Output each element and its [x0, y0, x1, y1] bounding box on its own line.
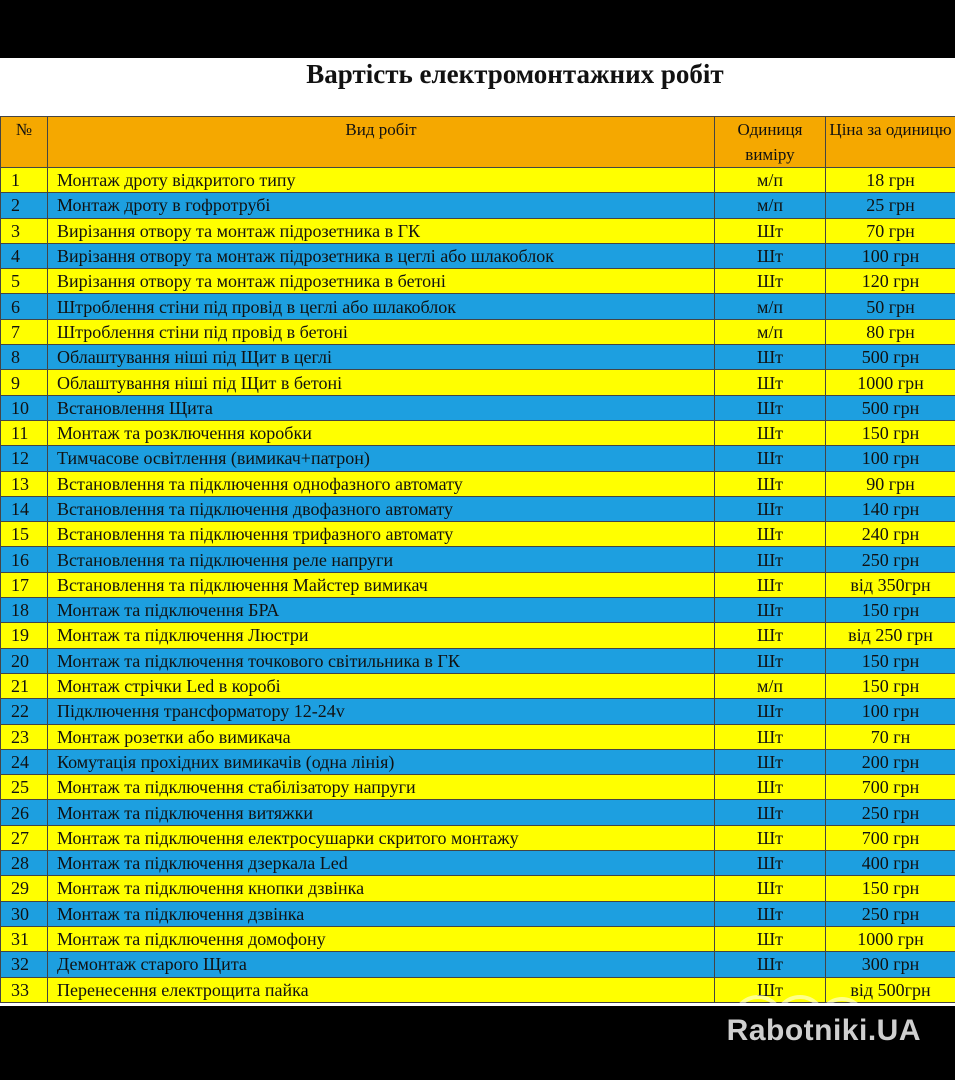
table-row [1, 522, 955, 547]
row-work-description: Монтаж дроту відкритого типу [48, 168, 715, 193]
row-price: 50 грн [826, 294, 955, 319]
row-price: 140 грн [826, 496, 955, 521]
row-number: 29 [1, 876, 48, 901]
row-unit: Шт [715, 243, 826, 268]
watermark-text: Rabotniki.UA [726, 1014, 921, 1047]
row-unit: Шт [715, 825, 826, 850]
table-row [1, 269, 955, 294]
row-number: 25 [1, 775, 48, 800]
row-work-description: Монтаж розетки або вимикача [48, 724, 715, 749]
header-price: Ціна за одиницю [826, 117, 955, 168]
row-work-description: Монтаж та підключення дзеркала Led [48, 851, 715, 876]
row-unit: Шт [715, 547, 826, 572]
row-unit: Шт [715, 370, 826, 395]
row-work-description: Монтаж стрічки Led в коробі [48, 673, 715, 698]
price-table [0, 116, 955, 1003]
table-row [1, 623, 955, 648]
row-number: 23 [1, 724, 48, 749]
row-price: 150 грн [826, 673, 955, 698]
row-price: 120 грн [826, 269, 955, 294]
table-row [1, 724, 955, 749]
row-work-description: Демонтаж старого Щита [48, 952, 715, 977]
table-row [1, 218, 955, 243]
row-work-description: Монтаж та підключення стабілізатору напруги [48, 775, 715, 800]
row-number: 1 [1, 168, 48, 193]
table-row [1, 825, 955, 850]
row-work-description: Монтаж та підключення витяжки [48, 800, 715, 825]
row-unit: Шт [715, 218, 826, 243]
row-price: 500 грн [826, 395, 955, 420]
row-number: 31 [1, 926, 48, 951]
table-row [1, 598, 955, 623]
row-work-description: Монтаж та підключення точкового світильника в ГК [48, 648, 715, 673]
row-price: 100 грн [826, 699, 955, 724]
row-work-description: Вирізання отвору та монтаж підрозетника в ГК [48, 218, 715, 243]
top-black-bar [0, 0, 955, 58]
row-number: 2 [1, 193, 48, 218]
row-work-description: Встановлення та підключення трифазного автомату [48, 522, 715, 547]
table-row [1, 952, 955, 977]
row-price: 100 грн [826, 243, 955, 268]
row-number: 10 [1, 395, 48, 420]
row-price: 250 грн [826, 901, 955, 926]
row-price: від 350грн [826, 572, 955, 597]
row-work-description: Облаштування ніші під Щит в цеглі [48, 345, 715, 370]
row-price: 80 грн [826, 319, 955, 344]
row-work-description: Облаштування ніші під Щит в бетоні [48, 370, 715, 395]
table-row [1, 547, 955, 572]
row-unit: Шт [715, 623, 826, 648]
row-number: 13 [1, 471, 48, 496]
table-row [1, 446, 955, 471]
header-work: Вид робіт [48, 117, 715, 168]
row-unit: Шт [715, 724, 826, 749]
row-price: 18 грн [826, 168, 955, 193]
row-price: 240 грн [826, 522, 955, 547]
row-number: 8 [1, 345, 48, 370]
row-price: від 500грн [826, 977, 955, 1002]
row-price: 70 грн [826, 218, 955, 243]
row-unit: Шт [715, 269, 826, 294]
table-row [1, 926, 955, 951]
price-sheet [0, 58, 955, 1006]
table-row [1, 851, 955, 876]
header-unit: Одиниця виміру [715, 117, 826, 168]
row-work-description: Встановлення та підключення Майстер вимикач [48, 572, 715, 597]
row-unit: Шт [715, 572, 826, 597]
row-unit: м/п [715, 319, 826, 344]
row-unit: Шт [715, 648, 826, 673]
row-unit: Шт [715, 471, 826, 496]
row-price: 500 грн [826, 345, 955, 370]
table-row [1, 977, 955, 1002]
row-number: 33 [1, 977, 48, 1002]
row-work-description: Вирізання отвору та монтаж підрозетника в цеглі або шлакоблок [48, 243, 715, 268]
row-number: 6 [1, 294, 48, 319]
row-unit: Шт [715, 952, 826, 977]
row-number: 22 [1, 699, 48, 724]
row-unit: м/п [715, 168, 826, 193]
row-work-description: Монтаж та розключення коробки [48, 420, 715, 445]
row-work-description: Встановлення та підключення двофазного автомату [48, 496, 715, 521]
row-work-description: Штроблення стіни під провід в цеглі або шлакоблок [48, 294, 715, 319]
table-row [1, 345, 955, 370]
row-number: 30 [1, 901, 48, 926]
table-row [1, 876, 955, 901]
row-number: 12 [1, 446, 48, 471]
row-unit: Шт [715, 395, 826, 420]
table-row [1, 648, 955, 673]
row-number: 32 [1, 952, 48, 977]
row-unit: Шт [715, 496, 826, 521]
row-price: 250 грн [826, 800, 955, 825]
row-work-description: Встановлення та підключення однофазного автомату [48, 471, 715, 496]
table-row [1, 673, 955, 698]
row-work-description: Монтаж та підключення домофону [48, 926, 715, 951]
row-unit: Шт [715, 876, 826, 901]
row-price: 150 грн [826, 876, 955, 901]
row-price: 700 грн [826, 775, 955, 800]
row-unit: Шт [715, 851, 826, 876]
row-unit: Шт [715, 446, 826, 471]
row-work-description: Підключення трансформатору 12-24v [48, 699, 715, 724]
row-price: 200 грн [826, 749, 955, 774]
row-number: 3 [1, 218, 48, 243]
table-row [1, 395, 955, 420]
header-num: № [1, 117, 48, 168]
row-number: 11 [1, 420, 48, 445]
row-work-description: Монтаж дроту в гофротрубі [48, 193, 715, 218]
row-unit: м/п [715, 294, 826, 319]
table-row [1, 319, 955, 344]
row-work-description: Монтаж та підключення дзвінка [48, 901, 715, 926]
row-price: 25 грн [826, 193, 955, 218]
row-price: 300 грн [826, 952, 955, 977]
row-work-description: Вирізання отвору та монтаж підрозетника в бетоні [48, 269, 715, 294]
row-work-description: Монтаж та підключення Люстри [48, 623, 715, 648]
row-unit: Шт [715, 775, 826, 800]
table-row [1, 168, 955, 193]
title-area [0, 58, 955, 116]
row-price: 250 грн [826, 547, 955, 572]
table-row [1, 243, 955, 268]
row-number: 27 [1, 825, 48, 850]
row-number: 19 [1, 623, 48, 648]
row-number: 9 [1, 370, 48, 395]
table-body [1, 168, 955, 1003]
row-unit: Шт [715, 420, 826, 445]
row-price: 70 гн [826, 724, 955, 749]
row-number: 17 [1, 572, 48, 597]
row-unit: м/п [715, 673, 826, 698]
row-unit: Шт [715, 345, 826, 370]
row-unit: Шт [715, 901, 826, 926]
row-price: 150 грн [826, 648, 955, 673]
row-number: 4 [1, 243, 48, 268]
row-work-description: Тимчасове освітлення (вимикач+патрон) [48, 446, 715, 471]
row-unit: Шт [715, 749, 826, 774]
row-unit: Шт [715, 598, 826, 623]
row-number: 20 [1, 648, 48, 673]
row-number: 7 [1, 319, 48, 344]
table-row [1, 749, 955, 774]
row-work-description: Комутація прохідних вимикачів (одна лінія) [48, 749, 715, 774]
table-row [1, 294, 955, 319]
row-work-description: Монтаж та підключення БРА [48, 598, 715, 623]
table-row [1, 800, 955, 825]
row-work-description: Штроблення стіни під провід в бетоні [48, 319, 715, 344]
table-row [1, 420, 955, 445]
row-work-description: Встановлення Щита [48, 395, 715, 420]
row-work-description: Встановлення та підключення реле напруги [48, 547, 715, 572]
table-row [1, 775, 955, 800]
table-row [1, 370, 955, 395]
row-number: 26 [1, 800, 48, 825]
row-price: 1000 грн [826, 926, 955, 951]
row-unit: Шт [715, 699, 826, 724]
table-row [1, 496, 955, 521]
table-row [1, 901, 955, 926]
row-unit: м/п [715, 193, 826, 218]
row-price: від 250 грн [826, 623, 955, 648]
table-header-row [1, 117, 955, 168]
row-number: 5 [1, 269, 48, 294]
table-row [1, 193, 955, 218]
row-number: 24 [1, 749, 48, 774]
row-work-description: Монтаж та підключення електросушарки скритого монтажу [48, 825, 715, 850]
row-number: 16 [1, 547, 48, 572]
table-row [1, 572, 955, 597]
row-number: 18 [1, 598, 48, 623]
row-price: 90 грн [826, 471, 955, 496]
row-price: 400 грн [826, 851, 955, 876]
row-work-description: Перенесення електрощита пайка [48, 977, 715, 1002]
row-price: 150 грн [826, 598, 955, 623]
row-number: 28 [1, 851, 48, 876]
table-row [1, 471, 955, 496]
row-unit: Шт [715, 977, 826, 1002]
row-unit: Шт [715, 926, 826, 951]
row-price: 700 грн [826, 825, 955, 850]
row-number: 15 [1, 522, 48, 547]
row-number: 14 [1, 496, 48, 521]
row-unit: Шт [715, 522, 826, 547]
row-price: 150 грн [826, 420, 955, 445]
table-row [1, 699, 955, 724]
row-unit: Шт [715, 800, 826, 825]
row-number: 21 [1, 673, 48, 698]
page-title: Вартість електромонтажних робіт [306, 59, 724, 89]
row-price: 1000 грн [826, 370, 955, 395]
row-price: 100 грн [826, 446, 955, 471]
row-work-description: Монтаж та підключення кнопки дзвінка [48, 876, 715, 901]
